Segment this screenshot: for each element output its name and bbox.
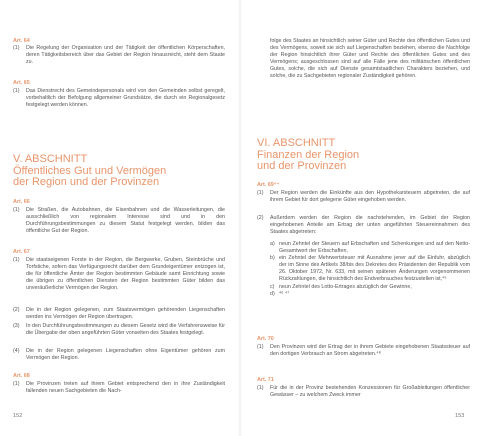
list-label: b) bbox=[270, 255, 275, 262]
paragraph-text: Der Region werden die Einkünfte aus den Hypothekarsteuern abgetreten, die auf ihrem Gebiet für dort gelegene Güter eingehoben werden. bbox=[270, 190, 470, 204]
paragraph-text: Das Dienstrecht des Gemeindepersonals wird von den Gemeinden selbst geregelt, vorbehaltlich der Befolgung allgemeiner Grundsätze, die durch ein Regionalgesetz festgelegt werden können. bbox=[26, 88, 225, 109]
list-text: neun Zehntel der Steuern auf Erbschaften und Schenkungen und auf den Netto-Gesamtwert der Erbschaften, bbox=[279, 241, 470, 255]
paragraph-text: In den Durchführungsbestimmungen zu diesem Gesetz wird die Verfahrensweise für die Übergabe der oben angeführten Güter vonseiten des Staates festgelegt. bbox=[26, 323, 225, 337]
page-number-right: 153 bbox=[455, 413, 465, 419]
article-68-continuation: folge des Staates an hinsichtlich seiner Güter und Rechte des öffentlichen Gutes und des Vermögens, soweit sie sich auf Liegenschaften beziehen, ebenso die Nachfolge der Region hinsichtlich ihrer Güter und Rechte des öffentlichen Gutes und des Vermögens; ausgeschlossen sind auf alle Fälle jene des militärischen öffentlichen Gutes, solche, die sich auf Dienste gesamtstaatlichen Charakters beziehen, und solche, die zu Sachgebieten regionaler Zuständigkeit gehören. bbox=[270, 38, 470, 80]
list-label: a) bbox=[270, 241, 275, 247]
article-64-paragraph-1 bbox=[13, 45, 225, 66]
paragraph-number: (3) bbox=[13, 323, 20, 329]
paragraph-number: (1) bbox=[13, 88, 20, 94]
article-66-paragraph-1 bbox=[13, 207, 225, 235]
section-v-heading bbox=[13, 154, 166, 189]
list-text: ein Zehntel der Mehrwertsteuer mit Ausnahme jener auf die Einfuhr, abzüglich der im Sinne des Artikels 38/bis des Dekretes des Präsidenten der Republik vom 26. Oktober 1972, Nr. 633, mit seinen späteren Änderungen vorgenommenen Rückzahlungen, die hinsichtlich des Endverbrauches festzustellen ist,⁴⁵ bbox=[279, 255, 470, 283]
paragraph-number: (1) bbox=[13, 45, 20, 51]
list-item-d bbox=[257, 291, 470, 298]
list-item-b bbox=[257, 255, 470, 283]
article-67-paragraph-2 bbox=[13, 307, 225, 321]
paragraph-text: Die Straßen, die Autobahnen, die Eisenbahnen und die Wasserleitungen, die ausschließlich von regionalem Interesse sind und in den Durchführungsbestimmungen zu diesem Statut festgelegt werden, bilden das öffentliche Gut der Region. bbox=[26, 207, 225, 235]
paragraph-text: Außerdem werden der Region die nachstehenden, im Gebiet der Region eingehobenen Anteile am Ertrag der unten angeführten Steuereinnahmen des Staates abgetreten: bbox=[270, 215, 470, 236]
article-70-paragraph-1 bbox=[257, 344, 470, 358]
paragraph-number: (4) bbox=[13, 348, 20, 354]
article-67-paragraph-4 bbox=[13, 348, 225, 362]
article-71-paragraph-1 bbox=[257, 385, 470, 399]
article-68-paragraph-1 bbox=[13, 381, 225, 395]
section-label: V. ABSCHNITT bbox=[13, 153, 88, 165]
section-title-line-2: der Region und der Provinzen bbox=[13, 176, 160, 188]
article-67-paragraph-1 bbox=[13, 257, 225, 292]
paragraph-text: Für die in der Provinz bestehenden Konzessionen für Großableitungen öffentlicher Gewässer – zu welchem Zweck immer bbox=[270, 385, 470, 399]
section-title-line-2: und der Provinzen bbox=[257, 160, 347, 172]
list-item-a bbox=[257, 241, 470, 255]
list-label: c) bbox=[270, 283, 275, 290]
article-70-heading: Art. 70 bbox=[257, 336, 274, 342]
article-65-heading: Art. 65 bbox=[13, 80, 30, 86]
section-vi-heading bbox=[257, 138, 359, 173]
paragraph-number: (1) bbox=[257, 344, 264, 350]
page-number-left: 152 bbox=[13, 413, 23, 419]
paragraph-number: (1) bbox=[257, 190, 264, 196]
section-title-line-1: Finanzen der Region bbox=[257, 148, 360, 161]
paragraph-number: (1) bbox=[13, 207, 20, 213]
article-68-heading: Art. 68 bbox=[13, 373, 30, 379]
list-item-c bbox=[257, 284, 470, 291]
paragraph-text: Den Provinzen wird der Ertrag der in ihrem Gebiete eingehobenen Staatssteuer auf den dortigen Verbrauch an Strom abgetreten.⁴⁸ bbox=[270, 344, 470, 358]
paragraph-number: (1) bbox=[13, 381, 20, 387]
article-64-heading: Art. 64 bbox=[13, 38, 30, 44]
list-label: d) bbox=[270, 290, 275, 297]
paragraph-number: (1) bbox=[13, 257, 20, 263]
section-label: VI. ABSCHNITT bbox=[257, 137, 336, 149]
article-67-paragraph-3 bbox=[13, 323, 225, 337]
article-65-paragraph-1 bbox=[13, 88, 225, 109]
paragraph-text: Die in der Region gelegenen Liegenschaften ohne Eigentümer gehören zum Vermögen der Region. bbox=[26, 348, 225, 362]
paragraph-number: (1) bbox=[257, 385, 264, 391]
list-text: neun Zehntel des Lotto-Ertrages abzüglich der Gewinne, bbox=[279, 283, 412, 290]
article-71-heading: Art. 71 bbox=[257, 377, 274, 383]
paragraph-number: (2) bbox=[13, 307, 20, 313]
paragraph-text: Die Provinzen treten auf ihrem Gebiet entsprechend den in ihre Zuständigkeit fallenden neuen Sachgebieten die Nach- bbox=[26, 381, 225, 395]
article-69-paragraph-2 bbox=[257, 215, 470, 236]
paragraph-text: Die Regelung der Organisation und der Tätigkeit der öffentlichen Körperschaften, deren Tätigkeitsbereich über das Gebiet der Region hinausreicht, steht dem Staate zu. bbox=[26, 45, 225, 66]
right-page bbox=[240, 0, 480, 436]
article-69-paragraph-1 bbox=[257, 190, 470, 204]
list-text: ⁴⁶ ⁴⁷ bbox=[279, 290, 290, 297]
paragraph-text: Die staatseigenen Forste in der Region, die Bergwerke, Gruben, Steinbrüche und Torfstiche, sofern das Verfügungsrecht darüber dem Grundeigentümer entzogen ist, die für öffentliche Ämter der Region bestimmten Gebäude samt Einrichtung sowie die übrigen zu öffentlichen Diensten der Region bestimmten Güter bilden das unveräußerliche Vermögen der Region. bbox=[26, 257, 225, 292]
article-67-heading: Art. 67 bbox=[13, 249, 30, 255]
paragraph-number: (2) bbox=[257, 215, 264, 221]
article-69-heading: Art. 69⁴⁴ bbox=[257, 182, 280, 188]
article-69-list bbox=[257, 241, 470, 298]
paragraph-text: Die in der Region gelegenen, zum Staatsvermögen gehörenden Liegenschaften werden ins Vermögen der Region übertragen. bbox=[26, 307, 225, 321]
section-title-line-1: Öffentliches Gut und Vermögen bbox=[13, 164, 167, 177]
article-66-heading: Art. 66 bbox=[13, 199, 30, 205]
